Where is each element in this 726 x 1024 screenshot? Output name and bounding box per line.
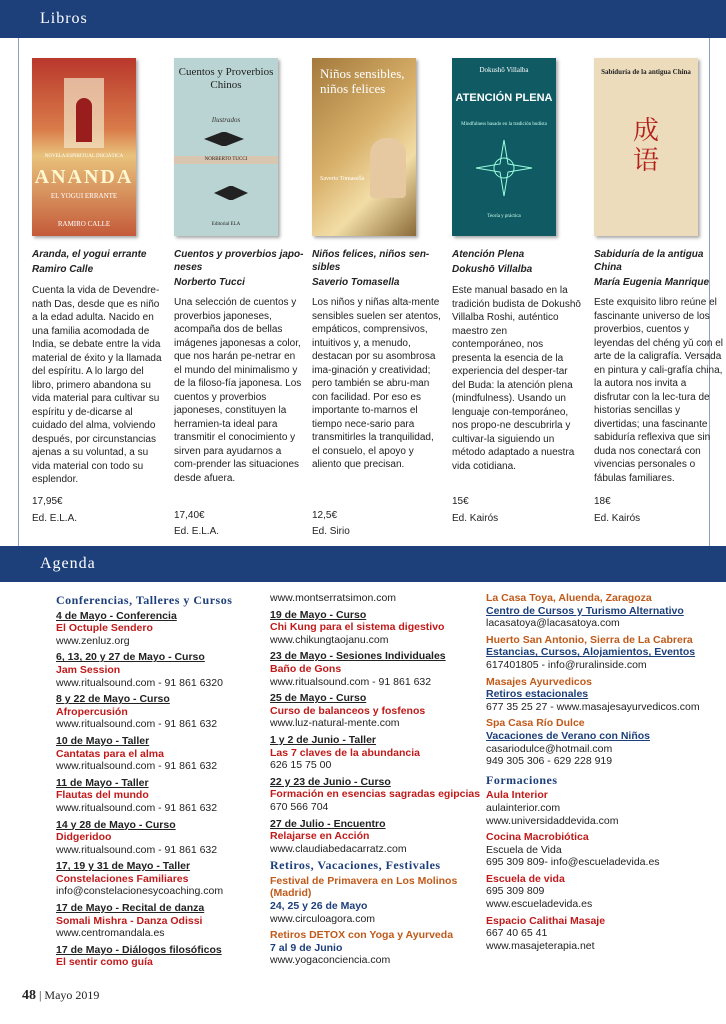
event-date: 27 de Julio - Encuentro xyxy=(270,817,386,830)
book-cover: NOVELA ESPIRITUAL INICIÁTICA ANANDA EL YOGUI ERRANTE RAMIRO CALLE xyxy=(32,58,136,236)
school-detail: 695 309 809 xyxy=(486,885,545,898)
venue-name: La Casa Toya, Aluenda, Zaragoza xyxy=(486,592,652,604)
book-publisher: Ed. Sirio xyxy=(312,526,350,537)
event-date: 4 de Mayo - Conferencia xyxy=(56,609,177,622)
venue-contact: 677 35 25 27 - www.masajesayurvedicos.com xyxy=(486,700,700,713)
book-title: Sabiduría de la antigua China María Eugenia Manrique xyxy=(594,248,724,289)
agenda-heading: Formaciones xyxy=(486,772,558,787)
school-name: Escuela de vida xyxy=(486,872,565,885)
school-detail: Escuela de Vida xyxy=(486,843,562,856)
event-date: 6, 13, 20 y 27 de Mayo - Curso xyxy=(56,651,205,664)
page-footer: 48 | Mayo 2019 xyxy=(22,988,100,1003)
event-contact: www.montserratsimon.com xyxy=(270,592,397,604)
event-contact: www.chikungtaojanu.com xyxy=(270,633,389,646)
agenda-heading: Retiros, Vacaciones, Festivales xyxy=(270,858,441,873)
event-date: 17, 19 y 31 de Mayo - Taller xyxy=(56,860,191,873)
book-author: Ramiro Calle xyxy=(32,264,94,275)
event-name: Afropercusión xyxy=(56,705,128,718)
event-contact: www.zenluz.org xyxy=(56,634,130,647)
event-date: 24, 25 y 26 de Mayo xyxy=(270,900,368,913)
agenda-item xyxy=(486,717,708,767)
event-name: Flautas del mundo xyxy=(56,789,149,802)
event-contact: info@constelacionesycoaching.com xyxy=(56,885,224,898)
book-description: Este manual basado en la tradición budista de Dokushō Villalba Roshi, auténtico maestro zen contemporáneo, nos presenta la esencia de la experiencia del desper-tar del Buda: la atención plena (mindfulness). Usando un lenguaje con-temporáneo, nos propo-ne descubrirla y cultivar-la siguiendo un método adaptado a nuestra vida cotidiana. xyxy=(452,285,581,472)
event-name: Retiros DETOX con Yoga y Ayurveda xyxy=(270,929,454,942)
agenda-item xyxy=(56,651,266,689)
agenda-item xyxy=(486,915,708,953)
book-author: Saverio Tomasella xyxy=(312,277,400,288)
event-name: Formación en esencias sagradas egipcias xyxy=(270,788,481,801)
book-author: María Eugenia Manrique xyxy=(594,277,710,288)
venue-name: Spa Casa Río Dulce xyxy=(486,717,585,730)
venue-name: Masajes Ayurvedicos xyxy=(486,675,593,688)
school-name: Espacio Calithai Masaje xyxy=(486,914,606,927)
event-date: 8 y 22 de Mayo - Curso xyxy=(56,693,170,706)
event-name: Constelaciones Familiares xyxy=(56,872,189,885)
venue-contact: lacasatoya@lacasatoya.com xyxy=(486,617,620,630)
school-name: Cocina Macrobiótica xyxy=(486,831,589,844)
agenda-item xyxy=(56,735,266,773)
agenda-item xyxy=(56,777,266,815)
book-title: Niños felices, niños sen-sibles Saverio Tomasella xyxy=(312,248,442,289)
event-date: 25 de Mayo - Curso xyxy=(270,692,367,705)
event-name: Chi Kung para el sistema digestivo xyxy=(270,621,445,634)
event-name: Las 7 claves de la abundancia xyxy=(270,746,420,759)
page-number: 48 xyxy=(22,988,36,1003)
agenda-item xyxy=(56,693,266,731)
book-price: 17,40€ xyxy=(174,510,205,521)
agenda-heading: Conferencias, Talleres y Cursos xyxy=(56,593,233,607)
event-contact: www.circuloagora.com xyxy=(270,912,376,925)
libros-header xyxy=(0,0,726,38)
event-contact: www.ritualsound.com - 91 861 632 xyxy=(56,760,218,773)
agenda-item xyxy=(486,634,708,672)
book-publisher: Ed. Kairós xyxy=(594,513,641,524)
event-contact: www.yogaconciencia.com xyxy=(270,954,391,967)
event-contact: www.ritualsound.com - 91 861 632 xyxy=(56,801,218,814)
event-name: El sentir como guía xyxy=(56,956,153,969)
book-description: Este exquisito libro reúne el fascinante universo de los proverbios, cuentos y leyendas del chéng yǔ con el arte de la caligrafía. Versada en pintura y cali-grafía china, la autora nos invita a disfrutar con la lec-tura de historias sencillas y divertidas; una fascinante sabiduría reflexiva que sin duda nos conectará con vivencias personales o fábulas familiares. xyxy=(594,297,723,484)
book-cover: Dokushō Villalba ATENCIÓN PLENA Mindfulness basado en la tradición budista Teoría y práctica xyxy=(452,58,556,236)
venue-subtitle: Vacaciones de Verano con Niños xyxy=(486,729,650,742)
event-date: 1 y 2 de Junio - Taller xyxy=(270,733,377,746)
agenda-item xyxy=(486,789,708,827)
event-contact: www.luz-natural-mente.com xyxy=(270,717,400,730)
agenda-column-3 xyxy=(486,592,708,956)
event-date: 14 y 28 de Mayo - Curso xyxy=(56,818,176,831)
issue-date: Mayo 2019 xyxy=(44,988,100,1002)
agenda-item xyxy=(486,676,708,714)
agenda-item xyxy=(486,592,708,630)
book-author: Dokushō Villalba xyxy=(452,264,533,275)
venue-contact: casariodulce@hotmail.com xyxy=(486,742,613,755)
event-contact: 670 566 704 xyxy=(270,800,329,813)
agenda-item xyxy=(56,860,266,898)
agenda-item xyxy=(56,819,266,857)
venue-name: Huerto San Antonio, Sierra de La Cabrera xyxy=(486,633,693,646)
section-title: Agenda xyxy=(40,555,96,572)
agenda-item xyxy=(270,692,482,730)
event-name: Cantatas para el alma xyxy=(56,747,164,760)
agenda-item xyxy=(270,776,482,814)
event-date: 11 de Mayo - Taller xyxy=(56,776,149,789)
school-contact: 695 309 809- info@escueladevida.es xyxy=(486,856,660,869)
book-publisher: Ed. E.L.A. xyxy=(174,526,220,537)
book-price: 17,95€ xyxy=(32,496,63,507)
agenda-column-1 xyxy=(56,592,266,973)
event-name: Festival de Primavera en Los Molinos (Madrid) xyxy=(270,874,458,900)
book-cover: Sabiduría de la antigua China 成语 xyxy=(594,58,698,236)
section-title: Libros xyxy=(40,10,88,27)
book-description: Los niños y niñas alta-mente sensibles suelen ser atentos, empáticos, comprensivos, intuitivos y, a menudo, destacan por su asombrosa ima-ginación y creatividad; pero también se abru-man con facilidad. Por eso es importante to-marnos el tiempo nece-sario para transmitirles la tranquilidad, el consuelo, el apoyo y aliento que precisan. xyxy=(312,297,441,470)
book-publisher: Ed. Kairós xyxy=(452,513,499,524)
event-date: 10 de Mayo - Taller xyxy=(56,734,150,747)
agenda-item xyxy=(270,875,482,925)
agenda-item xyxy=(486,831,708,869)
event-name: Baño de Gons xyxy=(270,662,342,675)
school-contact: www.universidaddevida.com xyxy=(486,814,619,827)
book-title: Atención Plena Dokushō Villalba xyxy=(452,248,582,276)
calligraphy: 成语 xyxy=(632,116,659,175)
event-date: 23 de Mayo - Sesiones Individuales xyxy=(270,650,446,663)
venue-subtitle: Retiros estacionales xyxy=(486,688,589,701)
book-price: 18€ xyxy=(594,496,611,507)
event-contact: www.claudiabedacarratz.com xyxy=(270,842,407,855)
school-contact: www.masajeterapia.net xyxy=(486,939,595,952)
school-contact: www.escueladevida.es xyxy=(486,898,593,911)
school-detail: aulainterior.com xyxy=(486,801,561,814)
book-title: Cuentos y proverbios japo-neses Norberto Tucci xyxy=(174,249,304,288)
event-date: 22 y 23 de Junio - Curso xyxy=(270,775,391,788)
agenda-item xyxy=(56,944,266,969)
agenda-header xyxy=(0,546,726,582)
event-name: Didgeridoo xyxy=(56,831,112,844)
venue-phone: 949 305 306 - 629 228 919 xyxy=(486,755,613,768)
agenda-item xyxy=(270,734,482,772)
agenda-column-2 xyxy=(270,592,482,971)
event-contact: www.ritualsound.com - 91 861 632 xyxy=(56,843,218,856)
event-contact: www.ritualsound.com - 91 861 632 xyxy=(56,718,218,731)
event-date: 7 al 9 de Junio xyxy=(270,941,343,954)
event-name: Somali Mishra - Danza Odissi xyxy=(56,914,203,927)
book-author: Norberto Tucci xyxy=(174,277,245,288)
agenda-item xyxy=(56,610,266,648)
agenda-item xyxy=(270,650,482,688)
agenda-item xyxy=(270,609,482,647)
event-name: El Octuple Sendero xyxy=(56,622,153,635)
event-date: 19 de Mayo - Curso xyxy=(270,608,367,621)
book-publisher: Ed. E.L.A. xyxy=(32,513,78,524)
agenda-item xyxy=(270,929,482,967)
book-description: Cuenta la vida de Devendre-nath Das, desde que es niño a la edad adulta. Nacido en una familia acomodada de India, se debate entre la vida material de éxito y la llamada del espíritu. A lo largo del libro, primero abandona su vida material para cultivar su espíritu y de-dicarse al cuidado del alma, volviendo después, por circunstancias ajenas a su voluntad, a su vida material con todo su esplendor. xyxy=(32,285,162,485)
agenda-item xyxy=(270,818,482,856)
book-title: Aranda, el yogui errante Ramiro Calle xyxy=(32,248,162,276)
venue-subtitle: Estancias, Cursos, Alojamientos, Eventos xyxy=(486,646,696,659)
book-price: 12,5€ xyxy=(312,510,338,521)
event-name: Relajarse en Acción xyxy=(270,830,370,843)
school-detail: 667 40 65 41 xyxy=(486,927,548,940)
book-cover: Cuentos y Proverbios Chinos Ilustrados NORBERTO TUCCI Editorial ELA xyxy=(174,58,278,236)
event-date: 17 de Mayo - Recital de danza xyxy=(56,902,205,915)
venue-contact: 617401805 - info@ruralinside.com xyxy=(486,658,647,671)
school-name: Aula Interior xyxy=(486,789,548,802)
venue-subtitle: Centro de Cursos y Turismo Alternativo xyxy=(486,604,684,617)
event-name: Curso de balanceos y fosfenos xyxy=(270,704,426,717)
event-contact: www.centromandala.es xyxy=(56,927,165,940)
agenda-item xyxy=(270,592,482,605)
event-contact: 626 15 75 00 xyxy=(270,759,332,772)
event-contact: www.ritualsound.com - 91 861 632 xyxy=(270,675,432,688)
event-contact: www.ritualsound.com - 91 861 6320 xyxy=(56,676,223,689)
event-date: 17 de Mayo - Diálogos filosóficos xyxy=(56,943,222,956)
book-cover: Niños sensibles, niños felices Saverio Tomasella xyxy=(312,58,416,236)
event-name: Jam Session xyxy=(56,663,121,676)
book-price: 15€ xyxy=(452,496,469,507)
book-description: Una selección de cuentos y proverbios japoneses, acompaña dos de bellas imágenes japonesas a color, que nos harán pe-netrar en el mundo del minimalismo y de la filoso-fía japonesa. Los cuentos y proverbios japoneses, constituyen la herramien-ta ideal para transmitir el conocimiento y sirven para ayudarnos a com-prender las situaciones desde afuera. xyxy=(174,297,302,484)
agenda-item xyxy=(486,873,708,911)
agenda-item xyxy=(56,902,266,940)
